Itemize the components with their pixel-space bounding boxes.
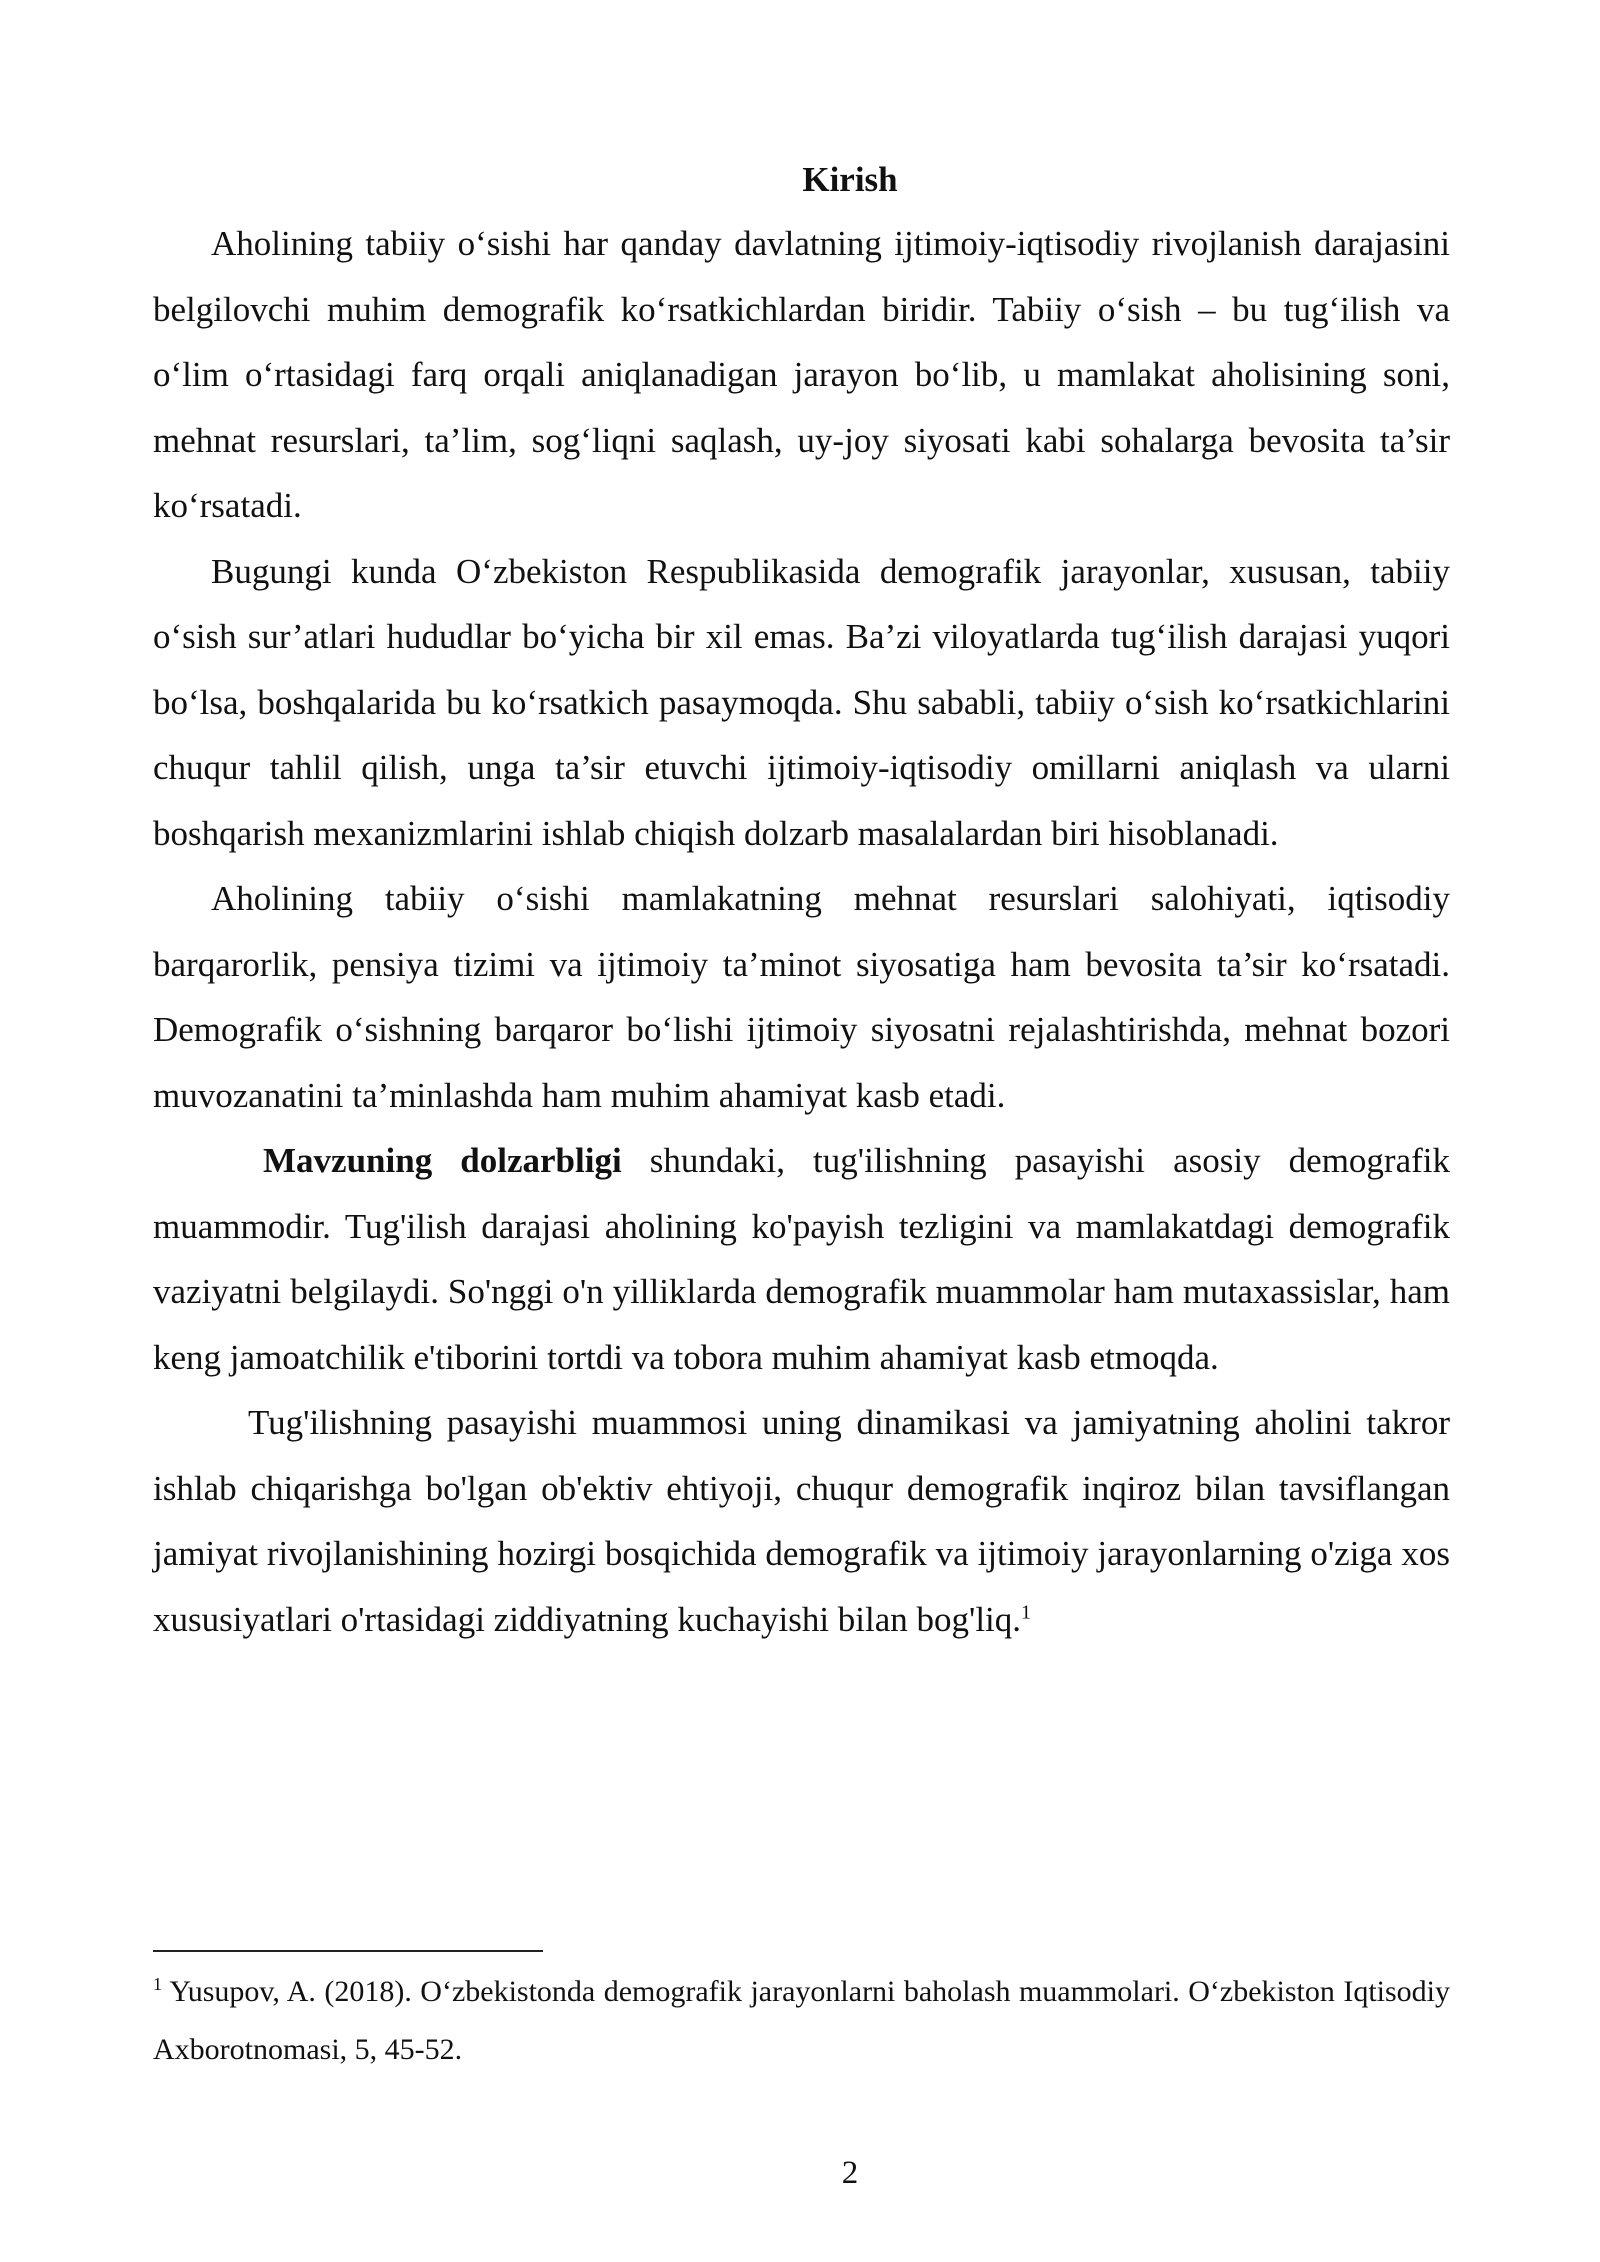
body-text: [153, 211, 1450, 1652]
paragraph-4-text: shundaki, tug'ilishning pasayishi asosiy demografik muammodir. Tug'ilish darajasi aholining ko'payish tezligini va mamlakatdagi demografik vaziyatni belgilaydi. So'nggi o'n yilliklarda demografik muammolar ham mutaxassislar, ham keng jamoatchilik e'tiborini tortdi va tobora muhim ahamiyat kasb etmoqda.: [153, 1141, 1451, 1377]
paragraph-5-text: Tug'ilishning pasayishi muammosi uning dinamikasi va jamiyatning aholini takror ishlab chiqarishga bo'lgan ob'ektiv ehtiyoji, chuqur demografik inqiroz bilan tavsiflangan jamiyat rivojlanishining hozirgi bosqichida demografik va ijtimoiy jarayonlarning o'ziga xos xususiyatlari o'rtasidagi ziddiyatning kuchayishi bilan bog'liq.: [153, 1403, 1450, 1639]
footnote-separator: [153, 1950, 543, 1952]
paragraph-1-text: Aholining tabiiy o‘sishi har qanday davlatning ijtimoiy-iqtisodiy rivojlanish darajasini belgilovchi muhim demografik ko‘rsatkichlardan biridir. Tabiiy o‘sish – bu tug‘ilish va o‘lim o‘rtasidagi farq orqali aniqlanadigan jarayon bo‘lib, u mamlakat aholisining soni, mehnat resurslari, ta’lim, sog‘liqni saqlash, uy-joy siyosati kabi sohalarga bevosita ta’sir ko‘rsatadi.: [153, 224, 1450, 525]
page-number: 2: [841, 2155, 859, 2191]
footnote-number: 1: [153, 1974, 162, 1994]
paragraph-5: [153, 1390, 1450, 1652]
footnote: [153, 1963, 1450, 2079]
footnote-text: Yusupov, A. (2018). O‘zbekistonda demografik jarayonlarni baholash muammolari. O‘zbekiston Iqtisodiy Axborotnomasi, 5, 45-52.: [153, 1975, 1450, 2066]
paragraph-4: [153, 1128, 1450, 1390]
paragraph-1: [153, 211, 1450, 539]
paragraph-2-text: Bugungi kunda O‘zbekiston Respublikasida demografik jarayonlar, xususan, tabiiy o‘sish sur’atlari hududlar bo‘yicha bir xil emas. Ba’zi viloyatlarda tug‘ilish darajasi yuqori bo‘lsa, boshqalarida bu ko‘rsatkich pasaymoqda. Shu sababli, tabiiy o‘sish ko‘rsatkichlarini chuqur tahlil qilish, unga ta’sir etuvchi ijtimoiy-iqtisodiy omillarni aniqlash va ularni boshqarish mexanizmlarini ishlab chiqish dolzarb masalalardan biri hisoblanadi.: [153, 551, 1450, 853]
section-title: Kirish: [802, 160, 898, 199]
paragraph-3: [153, 866, 1450, 1128]
paragraph-3-text: Aholining tabiiy o‘sishi mamlakatning mehnat resurslari salohiyati, iqtisodiy barqarorlik, pensiya tizimi va ijtimoiy ta’minot siyosatiga ham bevosita ta’sir ko‘rsatadi. Demografik o‘sishning barqaror bo‘lishi ijtimoiy siyosatni rejalashtirishda, mehnat bozori muvozanatini ta’minlashda ham muhim ahamiyat kasb etadi.: [153, 879, 1450, 1115]
paragraph-4-bold-lead: Mavzuning dolzarbligi: [263, 1141, 622, 1180]
paragraph-2: [153, 539, 1450, 867]
footnote-reference[interactable]: 1: [1021, 1600, 1032, 1623]
